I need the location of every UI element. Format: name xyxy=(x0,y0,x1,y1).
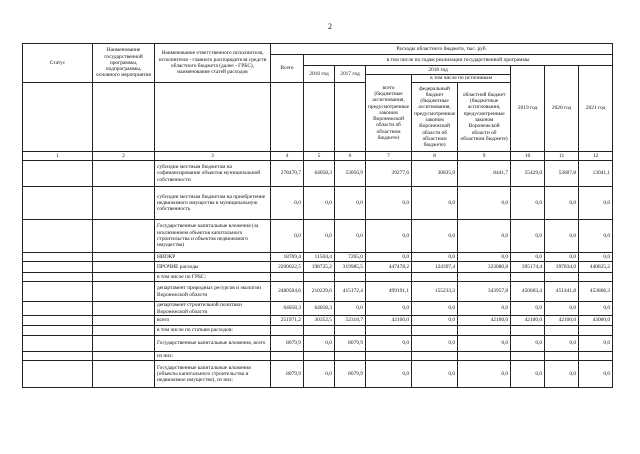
value-cell: 0,0 xyxy=(458,302,511,316)
row-label: всего xyxy=(155,316,271,326)
value-cell xyxy=(412,273,458,282)
value-cell: 0,0 xyxy=(412,220,458,253)
row-label: Государственные капитальные вложения (объекты капитального строительства и недвижимое имущество), из них: xyxy=(155,361,271,388)
col-num: 3 xyxy=(155,152,271,161)
value-cell: 0,0 xyxy=(545,302,579,316)
table-row xyxy=(23,326,613,336)
table-row xyxy=(23,316,613,326)
table-row xyxy=(23,361,613,388)
table-row xyxy=(23,220,613,253)
program-cell xyxy=(93,187,155,220)
value-cell: 499191,1 xyxy=(366,282,412,302)
col-num: 7 xyxy=(366,152,412,161)
value-cell: 11504,4 xyxy=(304,253,335,262)
value-cell: 64058,3 xyxy=(304,161,335,187)
program-cell xyxy=(93,352,155,361)
value-cell: 13041,1 xyxy=(579,161,613,187)
value-cell: 0,0 xyxy=(366,302,412,316)
row-label: Государственные капитальные вложения (за исключением объектов капитального строительства и объектов недвижимого имущества) xyxy=(155,220,271,253)
value-cell: 397834,0 xyxy=(545,262,579,273)
status-cell xyxy=(23,161,93,187)
value-cell: 0,0 xyxy=(579,220,613,253)
value-cell: 53056,9 xyxy=(335,161,366,187)
value-cell xyxy=(545,352,579,361)
value-cell: 343957,8 xyxy=(458,282,511,302)
value-cell: 155233,3 xyxy=(412,282,458,302)
header-regional: областной бюджет (бюджетные ассигнования, предусмотренные законом Воронежской области об областном бюджете) xyxy=(458,83,511,152)
value-cell: 251971,2 xyxy=(271,316,304,326)
value-cell: 64058,3 xyxy=(271,302,304,316)
value-cell: 278470,7 xyxy=(271,161,304,187)
value-cell: 0,0 xyxy=(545,187,579,220)
header-executor-filler xyxy=(155,83,271,152)
status-cell xyxy=(23,273,93,282)
header-sources-title: в том числе по источникам xyxy=(412,75,511,83)
value-cell: 0,0 xyxy=(545,361,579,388)
status-cell xyxy=(23,326,93,336)
value-cell: 0,0 xyxy=(545,220,579,253)
program-cell xyxy=(93,220,155,253)
col-num: 11 xyxy=(545,152,579,161)
value-cell: 30835,9 xyxy=(412,161,458,187)
col-num: 12 xyxy=(579,152,613,161)
col-num: 6 xyxy=(335,152,366,161)
value-cell: 453866,3 xyxy=(579,282,613,302)
value-cell xyxy=(511,352,545,361)
value-cell xyxy=(412,352,458,361)
value-cell: 0,0 xyxy=(366,336,412,352)
value-cell: 2200022,5 xyxy=(271,262,304,273)
value-cell: 0,0 xyxy=(366,361,412,388)
value-cell: 43000,0 xyxy=(579,316,613,326)
header-year-2018: 2018 год xyxy=(366,66,511,75)
value-cell: 0,0 xyxy=(511,302,545,316)
table-row xyxy=(23,187,613,220)
value-cell: 451441,8 xyxy=(545,282,579,302)
value-cell: 124397,4 xyxy=(412,262,458,273)
value-cell: 42100,0 xyxy=(545,316,579,326)
status-cell xyxy=(23,262,93,273)
header-year-2021: 2021 год xyxy=(579,66,613,152)
column-numbers-row xyxy=(23,152,613,161)
program-cell xyxy=(93,326,155,336)
value-cell: 0,0 xyxy=(366,220,412,253)
header-year-2019: 2019 год xyxy=(511,66,545,152)
table-row xyxy=(23,336,613,352)
header-program-filler xyxy=(93,83,155,152)
value-cell: 55429,0 xyxy=(511,161,545,187)
program-cell xyxy=(93,273,155,282)
header-expenses-title: Расходы областного бюджета, тыс. руб. xyxy=(271,44,613,55)
row-label: НИОКР xyxy=(155,253,271,262)
value-cell: 0,0 xyxy=(511,187,545,220)
header-total: Всего xyxy=(271,55,304,83)
header-status-filler xyxy=(23,83,93,152)
value-cell: 0,0 xyxy=(412,302,458,316)
value-cell: 0,0 xyxy=(458,187,511,220)
value-cell: 198725,2 xyxy=(304,262,335,273)
col-num: 2 xyxy=(93,152,155,161)
status-cell xyxy=(23,352,93,361)
value-cell: 0,0 xyxy=(366,253,412,262)
value-cell: 0,0 xyxy=(412,336,458,352)
table-row xyxy=(23,302,613,316)
value-cell: 0,0 xyxy=(579,187,613,220)
value-cell xyxy=(271,273,304,282)
value-cell: 42100,0 xyxy=(458,316,511,326)
value-cell: 0,0 xyxy=(335,302,366,316)
value-cell: 0,0 xyxy=(335,187,366,220)
table-row xyxy=(23,262,613,273)
value-cell: 210229,6 xyxy=(304,282,335,302)
value-cell xyxy=(304,273,335,282)
header-program-name: Наименование государственной программы, подпрограммы, основного мероприятия xyxy=(93,44,155,83)
value-cell: 0,0 xyxy=(458,253,511,262)
value-cell: 0,0 xyxy=(511,220,545,253)
value-cell: 0,0 xyxy=(458,361,511,388)
program-cell xyxy=(93,262,155,273)
value-cell xyxy=(458,352,511,361)
value-cell: 323080,8 xyxy=(458,262,511,273)
value-cell: 42100,0 xyxy=(511,316,545,326)
value-cell xyxy=(335,273,366,282)
header-executor-name: Наименование ответственного исполнителя, исполнителя - главного распорядителя средств областного бюджета (далее - ГРБС), наименование статей расходов xyxy=(155,44,271,83)
value-cell: 30352,5 xyxy=(304,316,335,326)
col-num: 9 xyxy=(458,152,511,161)
value-cell: 2480504,6 xyxy=(271,282,304,302)
value-cell xyxy=(458,326,511,336)
value-cell: 18769,4 xyxy=(271,253,304,262)
value-cell: 447478,2 xyxy=(366,262,412,273)
row-label: Государственные капитальные вложения, всего xyxy=(155,336,271,352)
header-status: Статус xyxy=(23,44,93,83)
value-cell: 0,0 xyxy=(579,302,613,316)
row-label: субсидии местным бюджетам на софинансирование объектов муниципальной собственности xyxy=(155,161,271,187)
value-cell: 39277,6 xyxy=(366,161,412,187)
col-num: 1 xyxy=(23,152,93,161)
status-cell xyxy=(23,302,93,316)
value-cell: 0,0 xyxy=(458,336,511,352)
header-2017-filler xyxy=(335,83,366,152)
row-label: в том числе по ГРБС: xyxy=(155,273,271,282)
value-cell: 0,0 xyxy=(412,187,458,220)
value-cell: 0,0 xyxy=(366,187,412,220)
program-cell xyxy=(93,336,155,352)
value-cell: 0,0 xyxy=(458,220,511,253)
value-cell xyxy=(579,326,613,336)
value-cell: 8079,9 xyxy=(335,361,366,388)
value-cell: 8079,9 xyxy=(335,336,366,352)
row-label: из них: xyxy=(155,352,271,361)
value-cell: 415172,4 xyxy=(335,282,366,302)
table-row xyxy=(23,282,613,302)
row-label: субсидии местным бюджетам на приобретение недвижимого имущества в муниципальную собственность xyxy=(155,187,271,220)
value-cell xyxy=(366,326,412,336)
value-cell: 0,0 xyxy=(271,187,304,220)
header-by-years-title: в том числе по годам реализации государственной программы xyxy=(304,55,613,66)
row-label: департамент строительной политики Воронежской области xyxy=(155,302,271,316)
status-cell xyxy=(23,361,93,388)
value-cell xyxy=(366,352,412,361)
program-cell xyxy=(93,316,155,326)
col-num: 8 xyxy=(412,152,458,161)
value-cell xyxy=(304,352,335,361)
status-cell xyxy=(23,220,93,253)
program-cell xyxy=(93,253,155,262)
value-cell: 8079,9 xyxy=(271,336,304,352)
value-cell xyxy=(511,273,545,282)
program-cell xyxy=(93,361,155,388)
value-cell: 0,0 xyxy=(545,336,579,352)
value-cell: 0,0 xyxy=(511,361,545,388)
value-cell xyxy=(579,273,613,282)
value-cell: 42100,0 xyxy=(366,316,412,326)
value-cell: 8079,9 xyxy=(271,361,304,388)
value-cell: 0,0 xyxy=(579,253,613,262)
row-label: ПРОЧИЕ расходы xyxy=(155,262,271,273)
value-cell: 0,0 xyxy=(511,253,545,262)
value-cell: 0,0 xyxy=(545,253,579,262)
status-cell xyxy=(23,253,93,262)
value-cell: 7265,0 xyxy=(335,253,366,262)
header-year-2017: 2017 год xyxy=(335,66,366,83)
value-cell: 319985,5 xyxy=(335,262,366,273)
col-num: 4 xyxy=(271,152,304,161)
value-cell: 0,0 xyxy=(412,361,458,388)
table-row xyxy=(23,273,613,282)
status-cell xyxy=(23,336,93,352)
program-cell xyxy=(93,161,155,187)
page-number: 2 xyxy=(328,22,332,31)
value-cell: 0,0 xyxy=(579,361,613,388)
header-year-2020: 2020 год xyxy=(545,66,579,152)
budget-table xyxy=(22,43,613,388)
value-cell xyxy=(271,352,304,361)
header-2018-all: всего (бюджетные ассигнования, предусмотренные законом Воронежской области об областном бюджете) xyxy=(366,75,412,152)
header-federal: федеральный бюджет (бюджетные ассигнования, предусмотренные законом Воронежской области об областном бюджете) xyxy=(412,83,458,152)
value-cell xyxy=(366,273,412,282)
value-cell xyxy=(545,326,579,336)
header-total-filler xyxy=(271,83,304,152)
row-label: департамент природных ресурсов и экологии Воронежской области xyxy=(155,282,271,302)
program-cell xyxy=(93,282,155,302)
value-cell xyxy=(511,326,545,336)
status-cell xyxy=(23,187,93,220)
program-cell xyxy=(93,302,155,316)
value-cell: 440825,2 xyxy=(579,262,613,273)
row-label: в том числе по статьям расходов: xyxy=(155,326,271,336)
value-cell xyxy=(545,273,579,282)
value-cell: 0,0 xyxy=(412,316,458,326)
value-cell: 0,0 xyxy=(271,220,304,253)
value-cell: 64058,3 xyxy=(304,302,335,316)
value-cell: 0,0 xyxy=(335,220,366,253)
value-cell: 0,0 xyxy=(304,187,335,220)
table-body xyxy=(23,161,613,388)
col-num: 10 xyxy=(511,152,545,161)
value-cell xyxy=(412,326,458,336)
value-cell: 395174,4 xyxy=(511,262,545,273)
value-cell xyxy=(271,326,304,336)
value-cell: 53607,8 xyxy=(545,161,579,187)
value-cell xyxy=(335,326,366,336)
value-cell xyxy=(335,352,366,361)
value-cell xyxy=(579,352,613,361)
value-cell: 8441,7 xyxy=(458,161,511,187)
value-cell: 0,0 xyxy=(412,253,458,262)
value-cell: 0,0 xyxy=(579,336,613,352)
value-cell: 0,0 xyxy=(511,336,545,352)
value-cell: 450603,4 xyxy=(511,282,545,302)
value-cell: 0,0 xyxy=(304,361,335,388)
col-num: 5 xyxy=(304,152,335,161)
table-row xyxy=(23,161,613,187)
status-cell xyxy=(23,282,93,302)
value-cell xyxy=(458,273,511,282)
value-cell xyxy=(304,326,335,336)
value-cell: 52318,7 xyxy=(335,316,366,326)
value-cell: 0,0 xyxy=(304,220,335,253)
header-2016-filler xyxy=(304,83,335,152)
status-cell xyxy=(23,316,93,326)
table-row xyxy=(23,352,613,361)
value-cell: 0,0 xyxy=(304,336,335,352)
header-year-2016: 2016 год xyxy=(304,66,335,83)
table-row xyxy=(23,253,613,262)
